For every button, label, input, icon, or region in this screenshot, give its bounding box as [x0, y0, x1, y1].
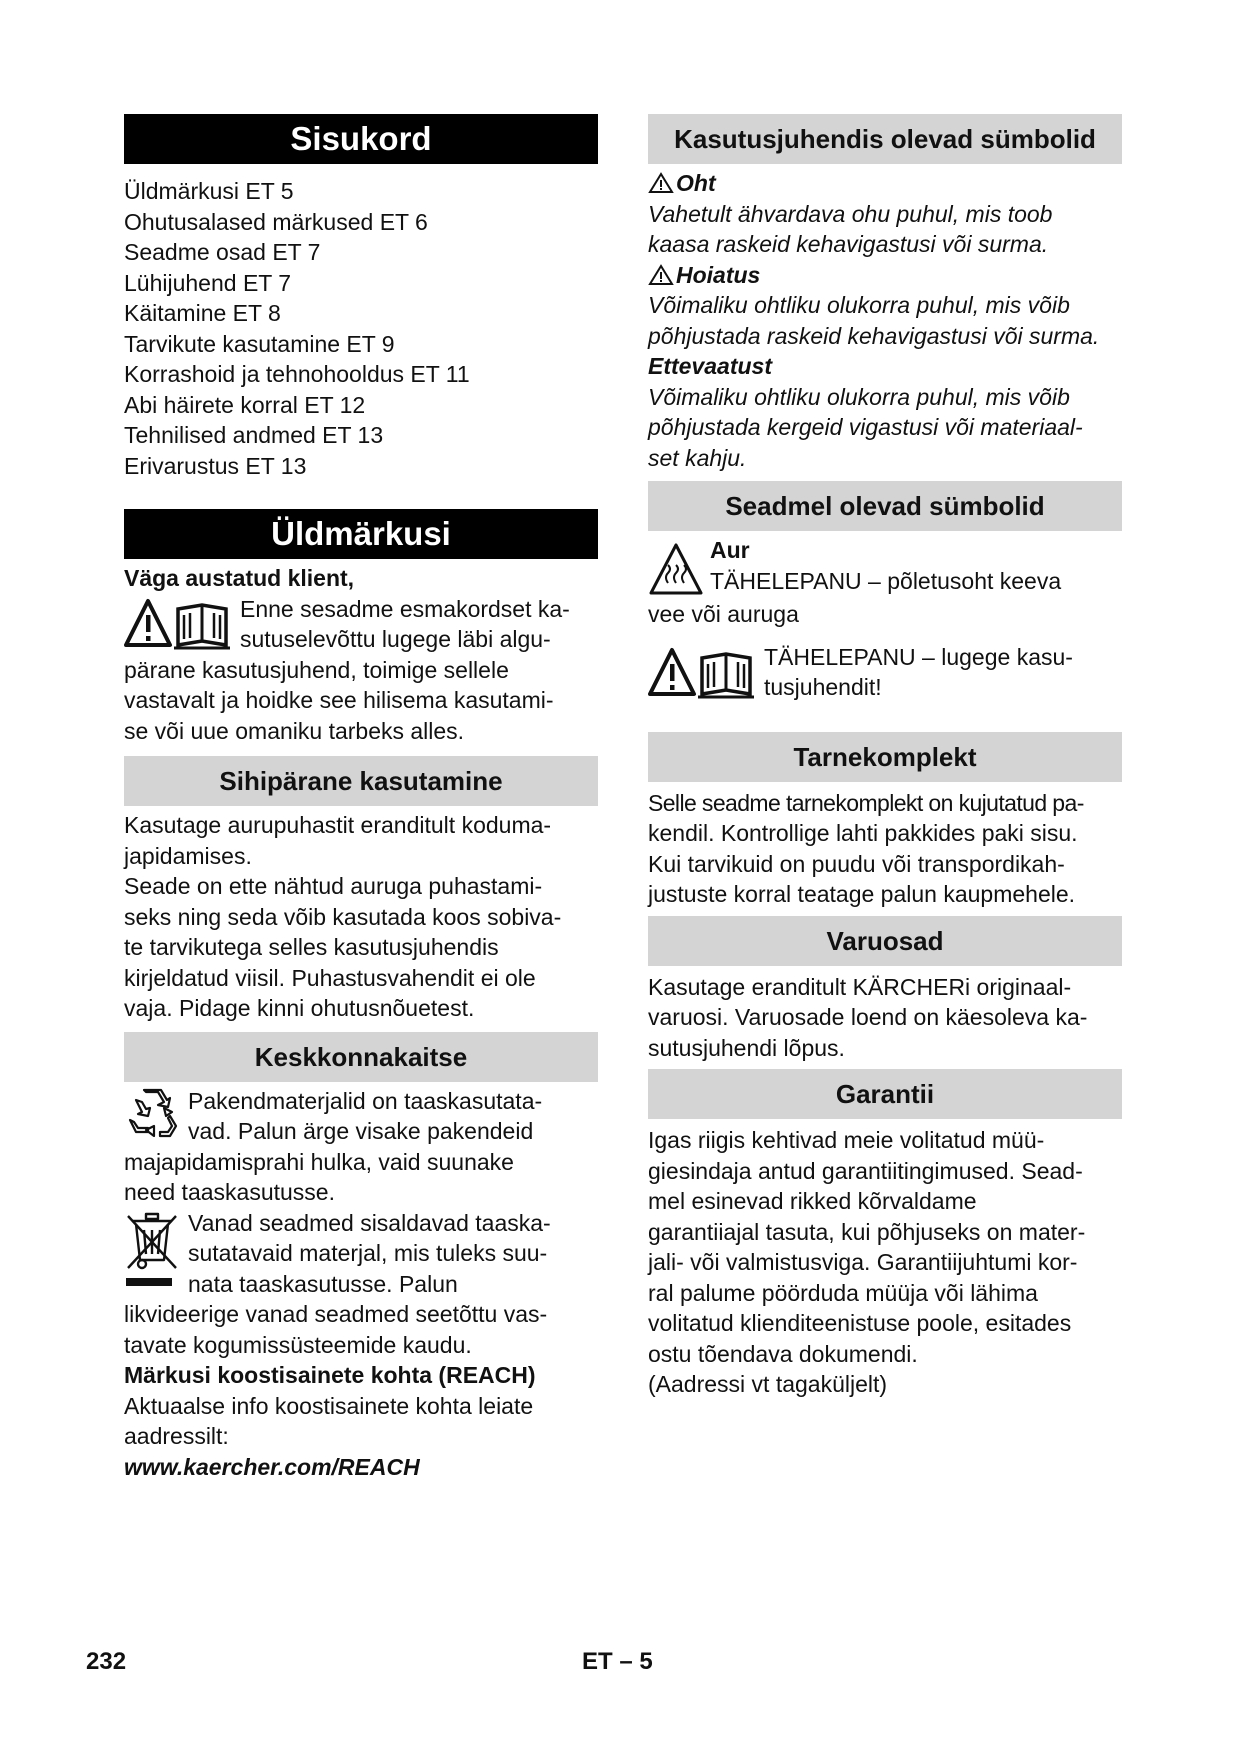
caution-text: set kahju.	[648, 444, 747, 471]
warranty-text: (Aadressi vt tagaküljelt)	[648, 1371, 888, 1397]
caution-label: Ettevaatust	[648, 353, 772, 379]
read-manual-text: TÄHELEPANU – lugege kasu-	[764, 643, 1073, 670]
intended-use-text: kirjeldatud viisil. Puhastusvahendit ei ole	[124, 964, 536, 991]
section-page-label	[582, 1648, 653, 1676]
caution-text: põhjustada kergeid vigastusi või materiaal-	[648, 414, 1083, 440]
warranty-text: mel esinevad rikked kõrvaldame	[648, 1188, 977, 1214]
weee-text: likvideerige vanad seadmed seetõttu vas-	[124, 1301, 548, 1327]
warning-text: Võimaliku ohtliku olukorra puhul, mis võib	[648, 292, 1070, 318]
intended-use-text: te tarvikutega selles kasutusjuhendis	[124, 934, 499, 960]
weee-text: tavate kogumissüsteemide kaudu.	[124, 1331, 472, 1358]
manual-symbols-section	[648, 168, 1122, 473]
reach-text: Aktuaalse info koostisainete kohta leiate	[124, 1392, 534, 1419]
weee-text: Vanad seadmed sisaldavad taaska-	[188, 1209, 551, 1236]
warranty-text: giesindaja antud garantiitingimused. Sead-	[648, 1157, 1083, 1184]
toc-heading: Sisukord	[124, 114, 598, 164]
intro-row	[124, 594, 598, 655]
read-manual-text: tusjuhendit!	[764, 674, 882, 700]
intro-text: se või uue omaniku tarbeks alles.	[124, 717, 465, 744]
intro-text: pärane kasutusjuhend, toimige sellele	[124, 656, 509, 683]
intended-use-section	[124, 810, 598, 1024]
toc-item[interactable]: Korrashoid ja tehnohooldus ET 11	[124, 361, 470, 387]
recycle-row	[124, 1086, 598, 1147]
section-code: ET	[582, 1648, 613, 1675]
danger-text: kaasa raskeid kehavigastusi või surma.	[648, 231, 1049, 257]
toc-item[interactable]: Lühijuhend ET 7	[124, 269, 292, 296]
intended-use-text: japidamises.	[124, 842, 252, 869]
reach-title: Märkusi koostisainete kohta (REACH)	[124, 1362, 536, 1388]
warning-label-row	[648, 260, 1122, 291]
warranty-text: volitatud klienditeenistuse poole, esitades	[648, 1310, 1072, 1336]
hot-steam-icon	[648, 541, 710, 599]
delivery-text: justuste korral teatage palun kaupmehele.	[648, 881, 1076, 907]
reach-text: aadressilt:	[124, 1423, 229, 1449]
warranty-text: ostu tõendava dokumendi.	[648, 1340, 918, 1367]
device-symbols-heading: Seadmel olevad sümbolid	[648, 481, 1122, 531]
toc-item[interactable]: Erivarustus ET 13	[124, 452, 307, 479]
intended-use-text: vaja. Pidage kinni ohutusnõuetest.	[124, 995, 475, 1021]
intro-text: Enne sesadme esmakordset ka-	[240, 595, 570, 622]
warning-manual-icon	[124, 597, 240, 655]
recycle-icon	[124, 1086, 188, 1146]
recycle-text: Pakendmaterjalid on taaskasutata-	[188, 1087, 543, 1114]
recycle-text: need taaskasutusse.	[124, 1179, 335, 1205]
recycle-text: majapidamisprahi hulka, vaid suunake	[124, 1148, 514, 1175]
caution-text: Võimaliku ohtliku olukorra puhul, mis võib	[648, 383, 1070, 410]
toc-item[interactable]: Tehnilised andmed ET 13	[124, 422, 384, 448]
warning-text: põhjustada raskeid kehavigastusi või surma.	[648, 322, 1100, 349]
intro-text: sutuselevõttu lugege läbi algu-	[240, 626, 551, 652]
spare-parts-text: sutusjuhendi lõpus.	[648, 1034, 845, 1061]
toc-list	[124, 176, 598, 481]
danger-label: Oht	[676, 170, 716, 196]
toc-item[interactable]: Üldmärkusi ET 5	[124, 178, 294, 204]
weee-text: nata taaskasutusse. Palun	[188, 1270, 458, 1297]
warranty-text: garantiiajal tasuta, kui põhjuseks on mater-	[648, 1218, 1086, 1245]
crossed-bin-icon	[124, 1208, 188, 1298]
intro-text: vastavalt ja hoidke see hilisema kasutami-	[124, 687, 554, 713]
spare-parts-text: varuosi. Varuosade loend on käesoleva ka-	[648, 1004, 1088, 1030]
danger-label-row	[648, 168, 1122, 199]
delivery-text: Selle seadme tarnekomplekt on kujutatud pa-	[648, 789, 1084, 816]
left-column	[124, 114, 598, 1482]
greeting: Väga austatud klient,	[124, 565, 355, 591]
toc-item[interactable]: Käitamine ET 8	[124, 300, 281, 326]
weee-text: sutatavaid materjal, mis tuleks suu-	[188, 1240, 548, 1266]
warning-triangle-icon	[648, 264, 674, 286]
general-section	[124, 563, 598, 746]
warranty-text: Igas riigis kehtivad meie volitatud müü-	[648, 1127, 1045, 1153]
recycle-text: vad. Palun ärge visake pakendeid	[188, 1118, 534, 1144]
environment-heading: Keskkonnakaitse	[124, 1032, 598, 1082]
steam-label: Aur	[710, 537, 750, 563]
intended-use-text: Seade on ette nähtud auruga puhastami-	[124, 873, 543, 899]
spare-parts-text: Kasutage eranditult KÄRCHERi originaal-	[648, 973, 1072, 1000]
toc-item[interactable]: Tarvikute kasutamine ET 9	[124, 330, 395, 357]
right-column	[648, 114, 1122, 1400]
delivery-heading: Tarnekomplekt	[648, 732, 1122, 782]
warranty-text: jali- või valmistusviga. Garantiijuhtumi kor-	[648, 1249, 1078, 1275]
warning-triangle-icon	[648, 172, 674, 194]
spare-parts-heading: Varuosad	[648, 916, 1122, 966]
toc-item[interactable]: Seadme osad ET 7	[124, 239, 321, 265]
warranty-section	[648, 1125, 1122, 1400]
manual-symbols-heading: Kasutusjuhendis olevad sümbolid	[648, 114, 1122, 164]
steam-text: TÄHELEPANU – põletusoht keeva	[710, 567, 1062, 594]
steam-row	[648, 535, 1122, 599]
toc-item[interactable]: Ohutusalased märkused ET 6	[124, 208, 428, 235]
delivery-section	[648, 788, 1122, 910]
spare-parts-section	[648, 972, 1122, 1064]
toc-item[interactable]: Abi häirete korral ET 12	[124, 391, 366, 418]
page-number: 232	[86, 1648, 127, 1675]
read-manual-row	[648, 642, 1122, 704]
warning-manual-icon	[648, 646, 764, 704]
danger-text: Vahetult ähvardava ohu puhul, mis toob	[648, 200, 1053, 227]
delivery-text: kendil. Kontrollige lahti pakkides paki sisu.	[648, 820, 1078, 846]
intended-use-heading: Sihipärane kasutamine	[124, 756, 598, 806]
general-heading: Üldmärkusi	[124, 509, 598, 559]
warning-label: Hoiatus	[676, 261, 761, 288]
intended-use-text: Kasutage aurupuhastit eranditult koduma-	[124, 812, 552, 838]
section-page: – 5	[619, 1648, 653, 1675]
delivery-text: Kui tarvikuid on puudu või transpordikah-	[648, 850, 1065, 877]
reach-link[interactable]: www.kaercher.com/REACH	[124, 1453, 420, 1480]
device-symbols-section	[648, 535, 1122, 704]
intended-use-text: seks ning seda võib kasutada koos sobiva-	[124, 903, 562, 930]
steam-text: vee või auruga	[648, 601, 799, 627]
environment-section	[124, 1086, 598, 1483]
warranty-heading: Garantii	[648, 1069, 1122, 1119]
weee-row	[124, 1208, 598, 1300]
warranty-text: ral palume pöörduda müüja või lähima	[648, 1279, 1038, 1306]
